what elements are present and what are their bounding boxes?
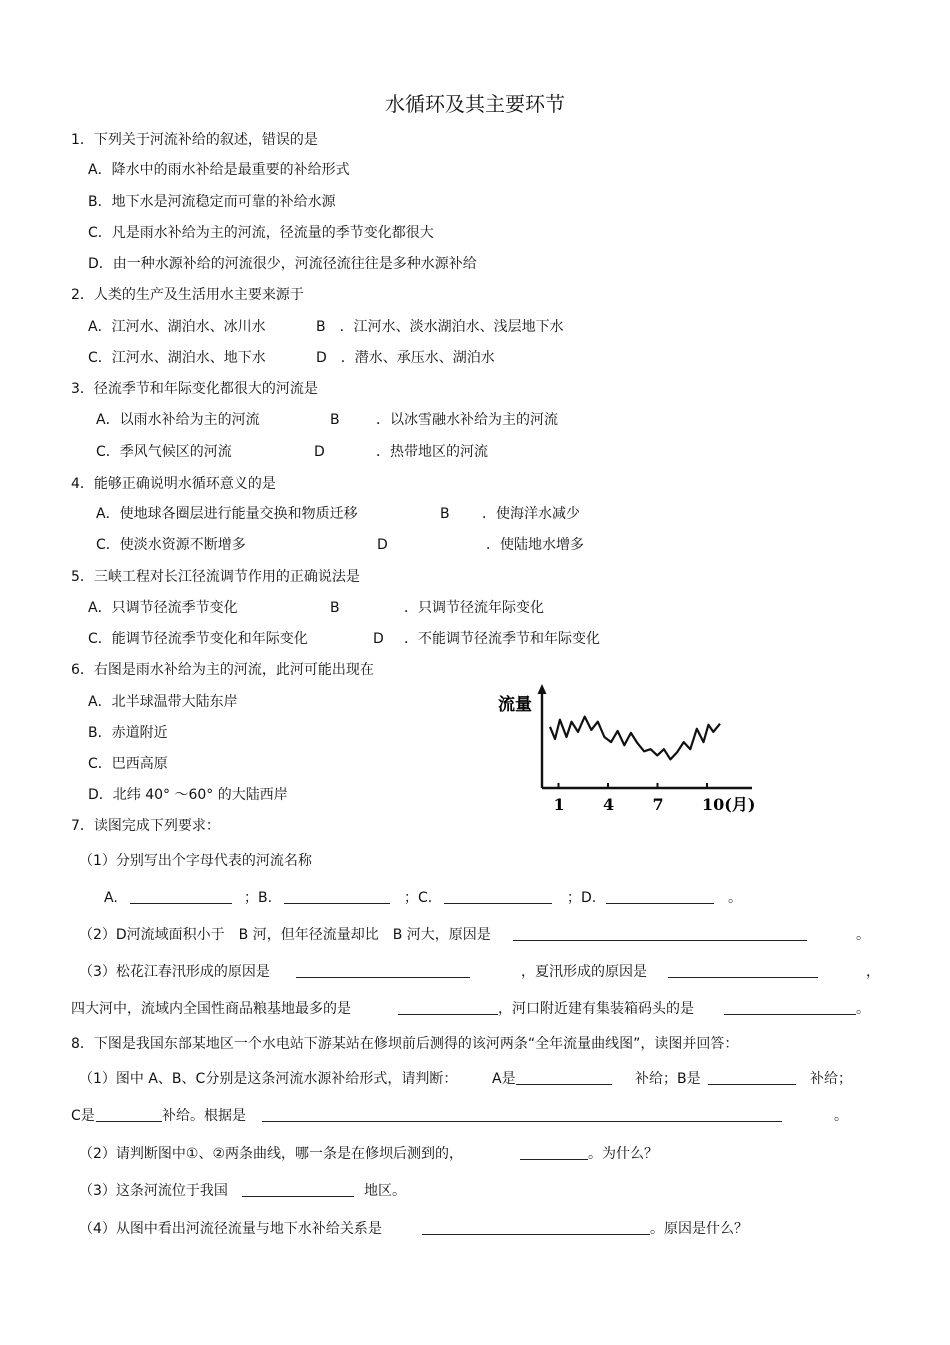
- q1-option-a: A．降水中的雨水补给是最重要的补给形式: [88, 162, 350, 178]
- q4-stem: 4．能够正确说明水循环意义的是: [71, 476, 276, 492]
- q7-part4-blank-port[interactable]: [724, 1000, 856, 1015]
- q1-option-d: D．由一种水源补给的河流很少，河流径流往往是多种水源补给: [88, 256, 477, 272]
- q8-answer-c-blank[interactable]: [96, 1107, 162, 1122]
- q6-option-a: A．北半球温带大陆东岸: [88, 694, 238, 710]
- page-title: 水循环及其主要环节: [385, 92, 565, 116]
- q7-part4-end: 。: [856, 1001, 870, 1017]
- q7-part3-blank-spring[interactable]: [296, 963, 470, 978]
- q2-option-d: D ．潜水、承压水、湖泊水: [316, 350, 495, 366]
- river-flow-chart: [490, 680, 800, 820]
- q7-part2-end: 。: [856, 927, 870, 943]
- q8-part4-end: 。原因是什么？: [650, 1221, 748, 1237]
- q5-option-d: ．不能调节径流季节和年际变化: [404, 631, 600, 647]
- q8-answer-a-blank[interactable]: [516, 1070, 612, 1085]
- q1-option-b: B．地下水是河流稳定而可靠的补给水源: [88, 194, 336, 210]
- q7-part2: （2）D河流域面积小于 B 河，但年径流量却比 B 河大，原因是: [79, 927, 491, 943]
- q7-answer-c-blank[interactable]: [444, 889, 552, 904]
- q1-option-c: C．凡是雨水补给为主的河流，径流量的季节变化都很大: [88, 225, 434, 241]
- q7-part3-blank-summer[interactable]: [668, 963, 818, 978]
- q5-option-a: A．只调节径流季节变化: [88, 600, 238, 616]
- q1-stem: 1．下列关于河流补给的叙述，错误的是: [71, 132, 318, 148]
- q7-part1: （1）分别写出个字母代表的河流名称: [79, 853, 312, 869]
- q5-stem: 5．三峡工程对长江径流调节作用的正确说法是: [71, 569, 360, 585]
- q7-part4-mid: ，河口附近建有集装箱码头的是: [498, 1001, 694, 1017]
- q8-part4: （4）从图中看出河流径流量与地下水补给关系是: [79, 1221, 382, 1237]
- q8-part1-c-line: C是: [71, 1108, 95, 1124]
- x-tick-label: 1: [553, 795, 565, 814]
- q3-stem: 3．径流季节和年际变化都很大的河流是: [71, 381, 318, 397]
- q8-part1-b-label: 补给；B是: [635, 1071, 701, 1087]
- q7-part4: 四大河中，流域内全国性商品粮基地最多的是: [71, 1001, 351, 1017]
- q7-answer-d-blank[interactable]: [606, 889, 714, 904]
- q7-part4-blank-grain[interactable]: [398, 1000, 498, 1015]
- q6-stem: 6．右图是雨水补给为主的河流，此河可能出现在: [71, 662, 374, 678]
- x-tick-label: 4: [603, 795, 615, 814]
- q5-option-d-letter: D: [373, 631, 384, 647]
- q8-part1: （1）图中 A、B、C分别是这条河流水源补给形式，请判断：: [79, 1071, 458, 1087]
- q2-stem: 2．人类的生产及生活用水主要来源于: [71, 287, 304, 303]
- q4-option-d-letter: D: [377, 537, 388, 553]
- q8-part1-reason-blank[interactable]: [262, 1107, 782, 1122]
- q6-option-b: B．赤道附近: [88, 725, 168, 741]
- q4-option-d: ．使陆地水增多: [486, 537, 584, 553]
- q6-option-d: D．北纬 40° ～60° 的大陆西岸: [88, 787, 288, 803]
- q2-option-b: B ．江河水、淡水湖泊水、浅层地下水: [316, 319, 564, 335]
- q7-answer-b-blank[interactable]: [284, 889, 390, 904]
- q8-part1-c-label: 补给；: [810, 1071, 852, 1087]
- q8-part3-end: 地区。: [364, 1183, 406, 1199]
- q4-option-c: C．使淡水资源不断增多: [96, 537, 246, 553]
- q3-option-b-letter: B: [330, 412, 340, 428]
- q7-part3-mid: ，夏汛形成的原因是: [521, 964, 647, 980]
- q8-part3: （3）这条河流位于我国: [79, 1183, 228, 1199]
- q8-part2-blank[interactable]: [520, 1145, 588, 1160]
- q8-part3-blank[interactable]: [242, 1182, 354, 1197]
- q3-option-a: A．以雨水补给为主的河流: [96, 412, 260, 428]
- q6-option-c: C．巴西高原: [88, 756, 168, 772]
- q3-option-d: ．热带地区的河流: [376, 444, 488, 460]
- q8-part4-blank[interactable]: [422, 1220, 650, 1235]
- q8-part2: （2）请判断图中①、②两条曲线，哪一条是在修坝后测到的，: [79, 1146, 464, 1162]
- q7-part1-b-label: ；B.: [244, 890, 273, 906]
- x-tick-label: 10(月): [702, 795, 756, 814]
- q8-answer-b-blank[interactable]: [708, 1070, 796, 1085]
- x-tick-label: 7: [652, 795, 664, 814]
- q8-stem: 8．下图是我国东部某地区一个水电站下游某站在修坝前后测得的该河两条“全年流量曲线图”，读图并回答：: [71, 1036, 739, 1052]
- q7-part1-end: 。: [728, 890, 742, 906]
- q8-part1-c-end: 补给。根据是: [162, 1108, 246, 1124]
- q8-part2-end: 。为什么？: [588, 1146, 658, 1162]
- q3-option-d-letter: D: [314, 444, 325, 460]
- q8-part1-end: 。: [834, 1108, 848, 1124]
- q7-part1-c-label: ；C.: [404, 890, 433, 906]
- q5-option-b: ．只调节径流年际变化: [404, 600, 544, 616]
- q5-option-c: C．能调节径流季节变化和年际变化: [88, 631, 308, 647]
- q5-option-b-letter: B: [330, 600, 340, 616]
- q4-option-b: ．使海洋水减少: [482, 506, 580, 522]
- q7-part3-end: ，: [866, 964, 880, 980]
- q4-option-a: A．使地球各圈层进行能量交换和物质迁移: [96, 506, 358, 522]
- q3-option-c: C．季风气候区的河流: [96, 444, 232, 460]
- flow-series-line: [550, 717, 720, 760]
- q2-option-a: A．江河水、湖泊水、冰川水: [88, 319, 266, 335]
- q4-option-b-letter: B: [440, 506, 450, 522]
- q7-part1-d-label: ；D.: [567, 890, 597, 906]
- q8-part1-a-label: A是: [492, 1071, 516, 1087]
- q7-stem: 7．读图完成下列要求：: [71, 818, 220, 834]
- q7-answer-a-blank[interactable]: [130, 889, 232, 904]
- q7-part2-blank[interactable]: [513, 926, 807, 941]
- q7-part3: （3）松花江春汛形成的原因是: [79, 964, 270, 980]
- q7-part1-a-label: A.: [104, 890, 118, 906]
- q2-option-c: C．江河水、湖泊水、地下水: [88, 350, 266, 366]
- q3-option-b: ．以冰雪融水补给为主的河流: [376, 412, 558, 428]
- y-axis-arrow-icon: [538, 684, 547, 694]
- y-axis-label: 流量: [498, 695, 532, 715]
